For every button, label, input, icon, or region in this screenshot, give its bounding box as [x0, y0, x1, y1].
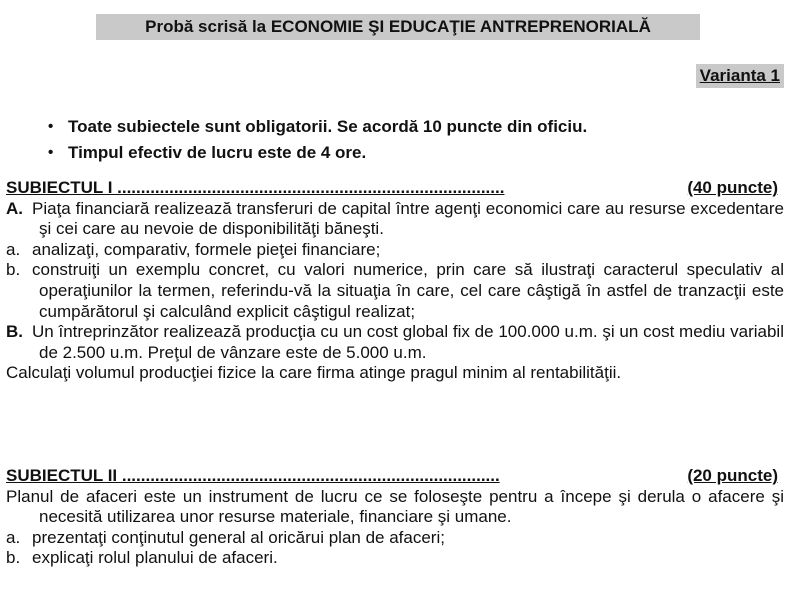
part-b-text: Un întreprinzător realizează producţia cu un cost global fix de 100.000 u.m. şi un cost mediu variabil de 2.500 u.m. Preţul de vânzare este de 5.000 u.m.	[32, 322, 784, 362]
subject-1-item-b	[6, 260, 784, 322]
variant-label: Varianta 1	[696, 64, 784, 88]
subject-2-points: (20 puncte)	[687, 466, 778, 485]
instruction-text: Timpul efectiv de lucru este de 4 ore.	[68, 143, 367, 162]
instruction-item	[46, 140, 766, 166]
bullet-icon: •	[48, 144, 54, 161]
item-b-label: b.	[6, 260, 21, 280]
item-a-label: a.	[6, 527, 21, 547]
subject-2	[6, 466, 784, 569]
subject-1-heading	[6, 178, 784, 199]
subject-2-title: SUBIECTUL II ................................................................................	[6, 466, 500, 485]
instruction-item	[46, 114, 766, 140]
subject-2-heading	[6, 466, 784, 487]
subject-2-item-a	[6, 528, 784, 549]
subject-1-points: (40 puncte)	[687, 178, 778, 197]
subject-2-item-b	[6, 548, 784, 569]
item-a-label: a.	[6, 239, 21, 259]
subject-1	[6, 178, 784, 384]
instructions-list	[46, 114, 766, 166]
part-b-label: B.	[6, 322, 23, 342]
subject-1-item-a	[6, 240, 784, 261]
item-a-text: prezentaţi conţinutul general al oricărui plan de afaceri;	[32, 527, 445, 547]
subject-2-intro: Planul de afaceri este un instrument de lucru ce se foloseşte pentru a începe şi derula o afacere şi necesită utilizarea unor resurse materiale, financiare şi umane.	[6, 486, 784, 527]
instruction-text: Toate subiectele sunt obligatorii. Se acordă 10 puncte din oficiu.	[68, 117, 588, 136]
item-b-text: construiţi un exemplu concret, cu valori numerice, prin care să ilustraţi caracterul speculativ al operaţiunilor la termen, referindu-vă la situaţia în care, cel care câştigă în astfel de tranzacţii este cumpărătorul şi calculând explicit câştigul realizat;	[32, 260, 784, 321]
subject-1-part-a	[6, 199, 784, 240]
subject-1-part-b-question: Calculaţi volumul producţiei fizice la care firma atinge pragul minim al rentabilităţii.	[6, 363, 622, 383]
subject-1-title: SUBIECTUL I ..................................................................................	[6, 178, 505, 197]
bullet-icon: •	[48, 118, 54, 135]
item-b-text: explicaţi rolul planului de afaceri.	[32, 548, 278, 568]
item-a-text: analizaţi, comparativ, formele pieţei financiare;	[32, 239, 381, 259]
subject-1-part-b	[6, 322, 784, 363]
exam-title: Probă scrisă la ECONOMIE ŞI EDUCAŢIE ANTREPRENORIALĂ	[96, 14, 700, 40]
part-a-text: Piaţa financiară realizează transferuri de capital între agenţi economici care au resurse excedentare şi cei care au nevoie de disponibilităţi băneşti.	[32, 198, 784, 239]
part-a-label: A.	[6, 198, 23, 218]
item-b-label: b.	[6, 548, 21, 568]
